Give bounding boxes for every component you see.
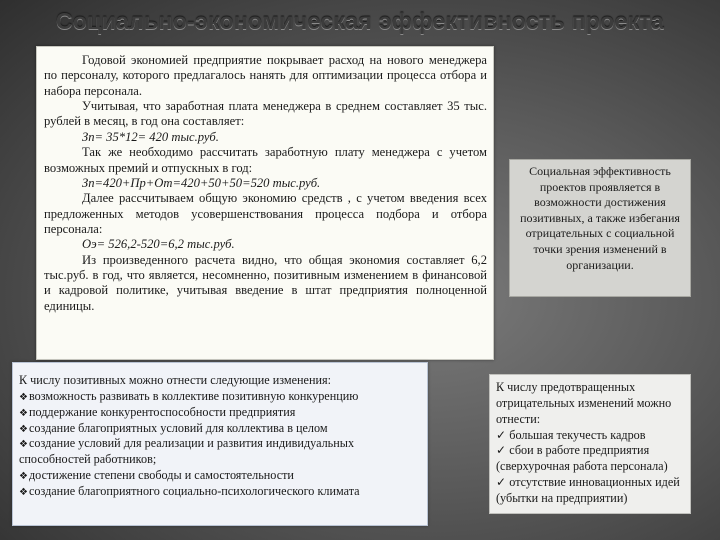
formula-annual-salary: Зп= 35*12= 420 тыс.руб. xyxy=(82,129,219,144)
list-item xyxy=(496,428,684,444)
list-item xyxy=(19,484,421,500)
checkmark-icon: ✓ xyxy=(496,427,507,442)
list-item xyxy=(496,475,684,507)
economic-calculation-box xyxy=(36,46,494,360)
diamond-bullet-icon: ❖ xyxy=(19,471,28,483)
list-item-text: создание благоприятных условий для коллектива в целом xyxy=(28,420,328,435)
positive-changes-box xyxy=(12,362,428,526)
list-item xyxy=(496,443,684,475)
list-item-text: поддержание конкурентоспособности предприятия xyxy=(28,404,296,419)
list-item-text: отсутствие инновационных идей (убытки на предприятии) xyxy=(496,475,680,506)
list-item-text: возможность развивать в коллективе позитивную конкуренцию xyxy=(28,388,359,403)
slide-title: Социально-экономическая эффективность проекта xyxy=(55,8,665,34)
prevented-changes-box xyxy=(489,374,691,514)
list-item xyxy=(19,405,421,421)
list-item xyxy=(19,436,421,468)
positive-changes-intro: К числу позитивных можно отнести следующие изменения: xyxy=(19,373,332,387)
formula-total-savings: Оэ= 526,2-520=6,2 тыс.руб. xyxy=(82,237,235,252)
social-efficiency-box xyxy=(509,159,691,297)
diamond-bullet-icon: ❖ xyxy=(19,407,28,419)
paragraph-bonus-intro: Так же необходимо рассчитать заработную плату менеджера с учетом возможных премий и отпускных в год: xyxy=(44,145,487,175)
paragraph-salary-intro: Учитывая, что заработная плата менеджера в среднем составляет 35 тыс. рублей в месяц, в год она составляет: xyxy=(44,99,487,129)
diamond-bullet-icon: ❖ xyxy=(19,439,28,451)
list-item xyxy=(19,421,421,437)
diamond-bullet-icon: ❖ xyxy=(19,391,28,403)
paragraph-savings-intro: Далее рассчитываем общую экономию средств , с учетом введения всех предложенных методов усовершенствования процесса подбора и отбора персонала: xyxy=(44,191,487,236)
list-item xyxy=(19,389,421,405)
diamond-bullet-icon: ❖ xyxy=(19,423,28,435)
list-item-text: достижение степени свободы и самостоятельности xyxy=(28,468,294,483)
diamond-bullet-icon: ❖ xyxy=(19,487,28,499)
prevented-changes-intro: К числу предотвращенных отрицательных изменений можно отнести: xyxy=(496,380,672,426)
list-item-text: большая текучесть кадров xyxy=(509,427,646,442)
checkmark-icon: ✓ xyxy=(496,443,507,458)
formula-salary-with-bonus: Зп=420+Пр+От=420+50+50=520 тыс.руб. xyxy=(82,175,321,190)
paragraph-annual-savings: Годовой экономией предприятие покрывает расход на нового менеджера по персоналу, которого предлагалось нанять для оптимизации процесса отбора и набора персонала. xyxy=(44,53,487,98)
paragraph-conclusion: Из произведенного расчета видно, что общая экономия составляет 6,2 тыс.руб. в год, что является, несомненно, позитивным изменением в финансовой и кадровой политике, учитывая введение в штат предприятия полноценной единицы. xyxy=(44,252,487,313)
list-item xyxy=(19,468,421,484)
social-efficiency-text: Социальная эффективность проектов проявляется в возможности достижения позитивных, а также избегания отрицательных с социальной точки зрения изменений в организации. xyxy=(520,164,680,272)
list-item-text: сбои в работе предприятия (сверхурочная работа персонала) xyxy=(496,443,668,474)
checkmark-icon: ✓ xyxy=(496,475,507,490)
list-item-text: создание благоприятного социально-психологического климата xyxy=(28,484,360,499)
list-item-text: создание условий для реализации и развития индивидуальных способностей работников; xyxy=(19,436,355,467)
